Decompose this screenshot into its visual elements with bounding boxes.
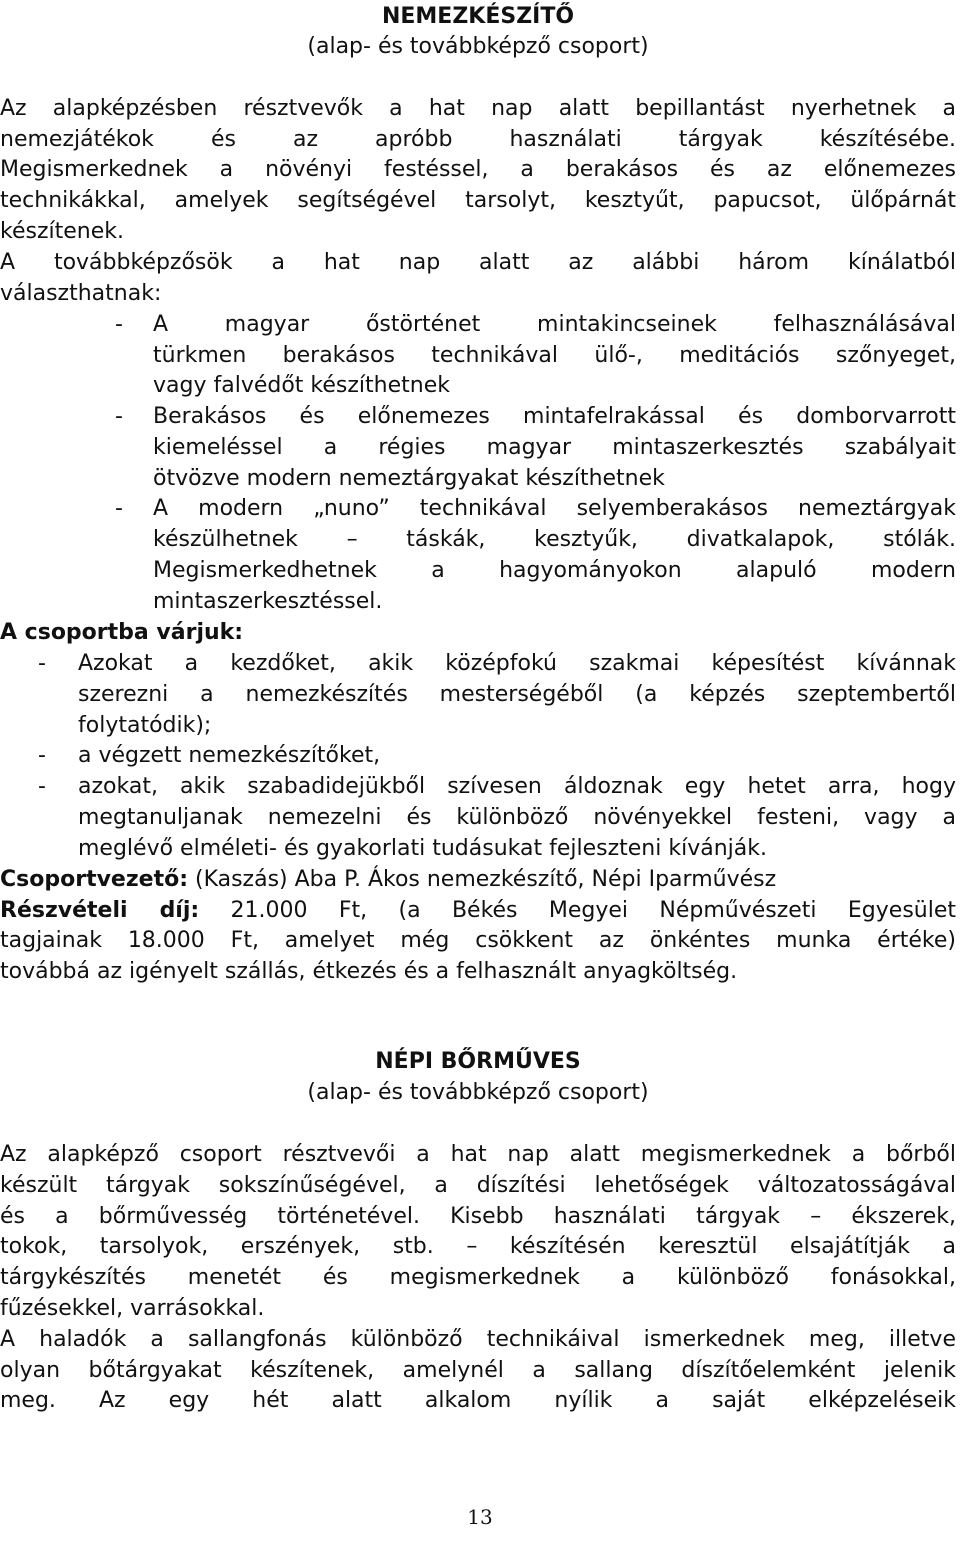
list-item-line: A modern „nuno” technikával selyemberakásos nemeztárgyak bbox=[153, 496, 956, 521]
paragraph-line: olyan bőtárgyakat készítenek, amelynél a sallang díszítőelemként jelenik bbox=[0, 1358, 956, 1383]
list-bullet: - bbox=[115, 312, 123, 337]
fee-label: Részvételi díj: bbox=[0, 898, 200, 923]
paragraph-line: tagjainak 18.000 Ft, amelyet még csökkent az önkéntes munka értéke) bbox=[0, 928, 956, 953]
list-item-line: Megismerkedhetnek a hagyományokon alapuló modern bbox=[153, 558, 956, 583]
fee-line bbox=[0, 896, 956, 926]
leader-line bbox=[0, 865, 956, 895]
paragraph-line: Az alapképzésben résztvevők a hat nap alatt bepillantást nyerhetnek a bbox=[0, 96, 956, 121]
list-item-line: folytatódik); bbox=[78, 713, 212, 738]
list-item-line: Berakásos és előnemezes mintafelrakással és domborvarrott bbox=[153, 404, 956, 429]
fee-value: 21.000 Ft, (a Békés Megyei Népművészeti Egyesület bbox=[199, 898, 956, 923]
list-bullet: - bbox=[38, 774, 46, 799]
leader-label: Csoportvezető: bbox=[0, 867, 188, 892]
section-subtitle: (alap- és továbbképző csoport) bbox=[307, 1080, 649, 1105]
page-number: 13 bbox=[467, 1505, 493, 1529]
paragraph-line: meg. Az egy hét alatt alkalom nyílik a saját elképzeléseik bbox=[0, 1388, 956, 1413]
paragraph-line: fűzésekkel, varrásokkal. bbox=[0, 1296, 265, 1321]
paragraph-line: készült tárgyak sokszínűségével, a díszítési lehetőségek változatosságával bbox=[0, 1173, 956, 1198]
list-item-line: A magyar őstörténet mintakincseinek felhasználásával bbox=[153, 312, 956, 337]
section-subtitle: (alap- és továbbképző csoport) bbox=[307, 34, 649, 59]
list-item-line: készülhetnek – táskák, kesztyűk, divatkalapok, stólák. bbox=[153, 527, 956, 552]
list-item-line: ötvözve modern nemeztárgyakat készíthetnek bbox=[153, 466, 665, 491]
section-title-nemezkeszito: NEMEZKÉSZÍTŐ bbox=[381, 4, 575, 29]
paragraph-line: és a bőrművesség történetével. Kisebb használati tárgyak – ékszerek, bbox=[0, 1204, 956, 1229]
list-item-line: szerezni a nemezkészítés mesterségéből (a képzés szeptembertől bbox=[78, 682, 956, 707]
list-item-line: azokat, akik szabadidejükből szívesen áldoznak egy hetet arra, hogy bbox=[78, 774, 956, 799]
section-title-nepi-borm: NÉPI BŐRMŰVES bbox=[375, 1049, 581, 1074]
list-item-line: türkmen berakásos technikával ülő-, meditációs szőnyeget, bbox=[153, 343, 956, 368]
paragraph-line: nemezjátékok és az apróbb használati tárgyak készítésébe. bbox=[0, 127, 956, 152]
list-bullet: - bbox=[115, 496, 123, 521]
list-item-line: Azokat a kezdőket, akik középfokú szakmai képesítést kívánnak bbox=[78, 651, 956, 676]
paragraph-line: készítenek. bbox=[0, 219, 124, 244]
paragraph-line: választhatnak: bbox=[0, 281, 162, 306]
paragraph-line: technikákkal, amelyek segítségével tarsolyt, kesztyűt, papucsot, ülőpárnát bbox=[0, 188, 956, 213]
list-item-line: a végzett nemezkészítőket, bbox=[78, 743, 381, 768]
paragraph-line: Az alapképző csoport résztvevői a hat nap alatt megismerkednek a bőrből bbox=[0, 1142, 956, 1167]
list-bullet: - bbox=[38, 651, 46, 676]
paragraph-line: A haladók a sallangfonás különböző technikáival ismerkednek meg, illetve bbox=[0, 1327, 956, 1352]
list-item-line: mintaszerkesztéssel. bbox=[153, 589, 383, 614]
list-item-line: vagy falvédőt készíthetnek bbox=[153, 373, 450, 398]
list-item-line: kiemeléssel a régies magyar mintaszerkesztés szabályait bbox=[153, 435, 956, 460]
list-item-line: megtanuljanak nemezelni és különböző növényekkel festeni, vagy a bbox=[78, 805, 956, 830]
paragraph-line: továbbá az igényelt szállás, étkezés és a felhasznált anyagköltség. bbox=[0, 959, 738, 984]
list-bullet: - bbox=[115, 404, 123, 429]
paragraph-line: Megismerkednek a növényi festéssel, a berakásos és az előnemezes bbox=[0, 157, 956, 182]
list-item-line: meglévő elméleti- és gyakorlati tudásukat fejleszteni kívánják. bbox=[78, 836, 767, 861]
paragraph-line: tárgykészítés menetét és megismerkednek a különböző fonásokkal, bbox=[0, 1265, 956, 1290]
list-bullet: - bbox=[38, 743, 46, 768]
paragraph-line: tokok, tarsolyok, erszények, stb. – készítésén keresztül elsajátítják a bbox=[0, 1234, 956, 1259]
paragraph-line: A továbbképzősök a hat nap alatt az alábbi három kínálatból bbox=[0, 250, 956, 275]
leader-value: (Kaszás) Aba P. Ákos nemezkészítő, Népi Iparművész bbox=[188, 867, 777, 892]
audience-heading: A csoportba várjuk: bbox=[0, 620, 244, 645]
